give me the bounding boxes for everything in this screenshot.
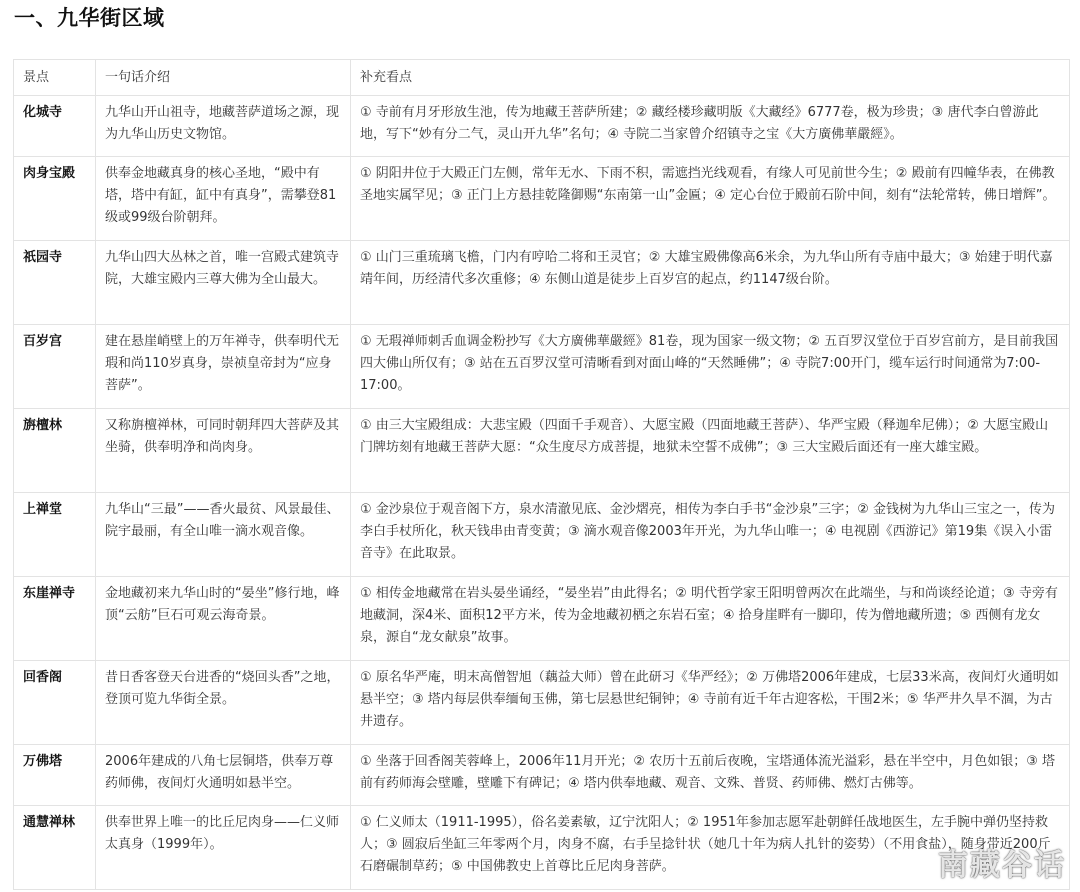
attraction-intro: 九华山开山祖寺，地藏菩萨道场之源，现为九华山历史文物馆。 (96, 96, 351, 157)
attraction-highlights: ① 阴阳井位于大殿正门左侧，常年无水、下雨不积，需遮挡光线观看，有缘人可见前世今生；② 殿前有四幢华表，在佛教圣地实属罕见；③ 正门上方悬挂乾隆御赐“东南第一山”金匾；④ 定心台位于殿前石阶中间，刻有“法轮常转，佛日增辉”。 (351, 157, 1070, 241)
attraction-highlights: ① 金沙泉位于观音阁下方，泉水清澈见底、金沙熠亮，相传为李白手书“金沙泉”三字；② 金钱树为九华山三宝之一，传为李白手杖所化，秋天钱串由青变黄；③ 滴水观音像2003年开光，为九华山唯一；④ 电视剧《西游记》第19集《误入小雷音寺》在此取景。 (351, 493, 1070, 577)
attraction-name: 化城寺 (14, 96, 96, 157)
attraction-name: 回香阁 (14, 661, 96, 745)
attraction-name: 通慧禅林 (14, 806, 96, 890)
header-intro: 一句话介绍 (96, 60, 351, 96)
attraction-name: 百岁宫 (14, 325, 96, 409)
attraction-intro: 2006年建成的八角七层铜塔，供奉万尊药师佛，夜间灯火通明如悬半空。 (96, 745, 351, 806)
table-row (14, 96, 1070, 157)
attraction-intro: 金地藏初来九华山时的“晏坐”修行地，峰顶“云舫”巨石可观云海奇景。 (96, 577, 351, 661)
watermark: 南藏谷话 (938, 848, 1066, 883)
attraction-highlights: ① 仁义师太（1911-1995），俗名姜素敏，辽宁沈阳人；② 1951年参加志愿军赴朝鲜任战地医生，左手腕中弹仍坚持救人；③ 圆寂后坐缸三年零两个月，肉身不腐，右手呈捻针状（她几十年为病人扎针的姿势）（不用食盐），随身带近200斤石磨碾制草药；⑤ 中国佛教史上首尊比丘尼肉身菩萨。 (351, 806, 1070, 890)
table-row (14, 241, 1070, 325)
attraction-highlights: ① 无瑕禅师刺舌血调金粉抄写《大方廣佛華嚴經》81卷，现为国家一级文物；② 五百罗汉堂位于百岁宫前方，是目前我国四大佛山所仅有；③ 站在五百罗汉堂可清晰看到对面山峰的“天然睡佛”；④ 寺院7:00开门，缆车运行时间通常为7:00-17:00。 (351, 325, 1070, 409)
header-attraction: 景点 (14, 60, 96, 96)
table-row (14, 493, 1070, 577)
attraction-name: 旃檀林 (14, 409, 96, 493)
attraction-highlights: ① 由三大宝殿组成：大悲宝殿（四面千手观音）、大愿宝殿（四面地藏王菩萨）、华严宝殿（释迦牟尼佛）；② 大愿宝殿山门牌坊刻有地藏王菩萨大愿：“众生度尽方成菩提，地狱未空誓不成佛”；③ 三大宝殿后面还有一座大雄宝殿。 (351, 409, 1070, 493)
attraction-intro: 又称旃檀禅林，可同时朝拜四大菩萨及其坐骑，供奉明净和尚肉身。 (96, 409, 351, 493)
attraction-highlights: ① 原名华严庵，明末高僧智旭（藕益大师）曾在此研习《华严经》；② 万佛塔2006年建成，七层33米高，夜间灯火通明如悬半空；③ 塔内每层供奉缅甸玉佛，第七层悬世纪铜钟；④ 寺前有近千年古迎客松，干围2米；⑤ 华严井久旱不涸，为古井遗存。 (351, 661, 1070, 745)
attraction-intro: 九华山“三最”——香火最贫、风景最佳、院宇最丽，有全山唯一滴水观音像。 (96, 493, 351, 577)
table-row (14, 745, 1070, 806)
attraction-highlights: ① 山门三重琉璃飞檐，门内有哼哈二将和王灵官；② 大雄宝殿佛像高6米余，为九华山所有寺庙中最大；③ 始建于明代嘉靖年间，历经清代多次重修；④ 东侧山道是徒步上百岁宫的起点，约1147级台阶。 (351, 241, 1070, 325)
table-row (14, 577, 1070, 661)
attraction-intro: 九华山四大丛林之首，唯一宫殿式建筑寺院，大雄宝殿内三尊大佛为全山最大。 (96, 241, 351, 325)
table-row (14, 806, 1070, 890)
attraction-highlights: ① 相传金地藏常在岩头晏坐诵经，“晏坐岩”由此得名；② 明代哲学家王阳明曾两次在此端坐，与和尚谈经论道；③ 寺旁有地藏洞，深4米、面积12平方米，传为金地藏初栖之东岩石室；④ 拾身崖畔有一脚印，传为僧地藏所遗；⑤ 西侧有龙女泉，源自“龙女献泉”故事。 (351, 577, 1070, 661)
attraction-name: 祇园寺 (14, 241, 96, 325)
attraction-name: 上禅堂 (14, 493, 96, 577)
attractions-table (13, 59, 1070, 890)
table-row (14, 325, 1070, 409)
page-title: 一、九华街区域 (14, 6, 165, 30)
attraction-highlights: ① 坐落于回香阁芙蓉峰上，2006年11月开光；② 农历十五前后夜晚，宝塔通体流光溢彩，悬在半空中，月色如银；③ 塔前有药师海会壁雕，壁雕下有碑记；④ 塔内供奉地藏、观音、文殊、普贤、药师佛、燃灯古佛等。 (351, 745, 1070, 806)
attraction-highlights: ① 寺前有月牙形放生池，传为地藏王菩萨所建；② 藏经楼珍藏明版《大藏经》6777卷，极为珍贵；③ 唐代李白曾游此地，写下“妙有分二气，灵山开九华”名句；④ 寺院二当家曾介绍镇寺之宝《大方廣佛華嚴經》。 (351, 96, 1070, 157)
header-highlights: 补充看点 (351, 60, 1070, 96)
table-row (14, 661, 1070, 745)
table-row (14, 409, 1070, 493)
attraction-intro: 供奉世界上唯一的比丘尼肉身——仁义师太真身（1999年）。 (96, 806, 351, 890)
attraction-intro: 昔日香客登天台进香的“烧回头香”之地，登顶可览九华街全景。 (96, 661, 351, 745)
table-header-row (14, 60, 1070, 96)
attraction-name: 肉身宝殿 (14, 157, 96, 241)
table-row (14, 157, 1070, 241)
attraction-name: 东崖禅寺 (14, 577, 96, 661)
attraction-intro: 供奉金地藏真身的核心圣地，“殿中有塔，塔中有缸，缸中有真身”，需攀登81级或99级台阶朝拜。 (96, 157, 351, 241)
attraction-name: 万佛塔 (14, 745, 96, 806)
attraction-intro: 建在悬崖峭壁上的万年禅寺，供奉明代无瑕和尚110岁真身，崇祯皇帝封为“应身菩萨”。 (96, 325, 351, 409)
